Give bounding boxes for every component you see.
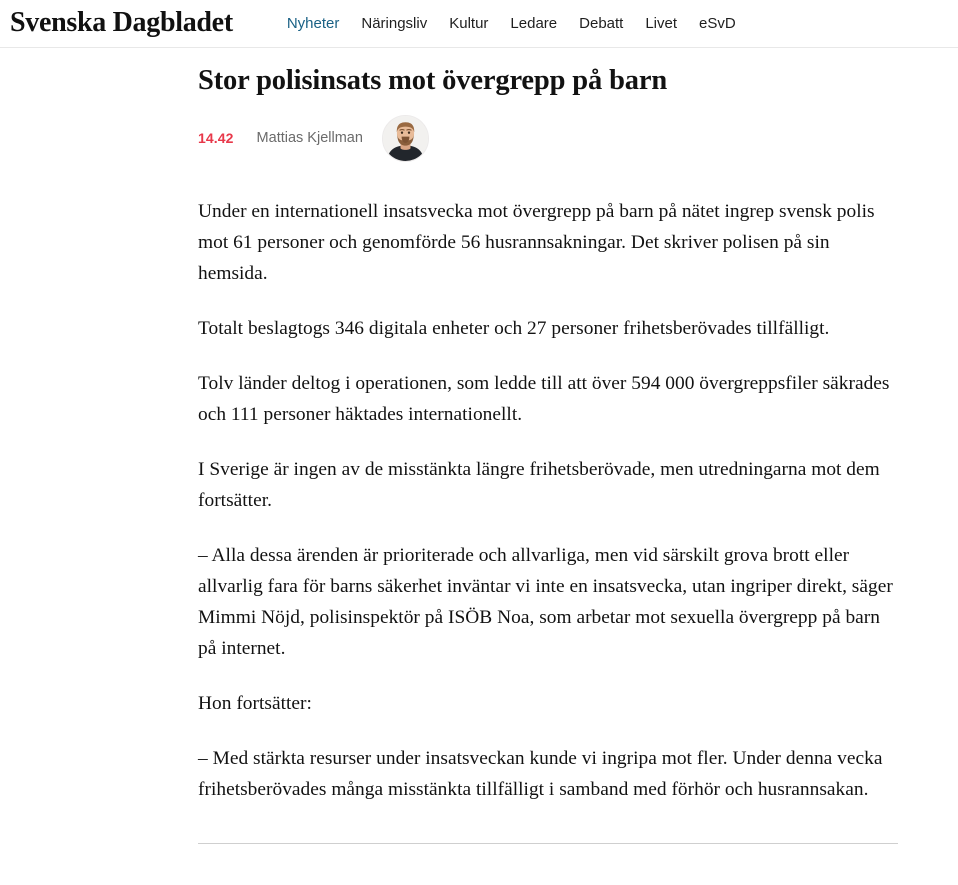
article-paragraph: – Alla dessa ärenden är prioriterade och allvarliga, men vid särskilt grova brott eller allvarlig fara för barns säkerhet inväntar vi inte en insatsvecka, utan ingriper direkt, säger Mimmi Nöjd, polisinspektör på ISÖB Noa, som arbetar mot sexuella övergrepp på barn på internet. <box>198 545 893 659</box>
nav-item-ledare[interactable]: Ledare <box>510 15 558 32</box>
nav-item-livet[interactable]: Livet <box>645 15 678 32</box>
article-divider <box>198 843 898 844</box>
article <box>0 48 958 844</box>
avatar-portrait-icon <box>383 116 428 161</box>
nav-item-kultur[interactable]: Kultur <box>449 15 489 32</box>
nav-item-nyheter[interactable]: Nyheter <box>286 15 340 32</box>
site-logo[interactable]: Svenska Dagbladet <box>10 7 233 38</box>
article-paragraph: – Med stärkta resurser under insatsveckan kunde vi ingripa mot fler. Under denna vecka frihetsberövades många misstänkta tillfälligt i samband med förhör och husrannsakan. <box>198 748 883 800</box>
article-body <box>198 196 900 805</box>
nav-item-debatt[interactable]: Debatt <box>579 15 624 32</box>
byline <box>198 108 900 168</box>
article-paragraph: Under en internationell insatsvecka mot övergrepp på barn på nätet ingrep svensk polis mot 61 personer och genomförde 56 husrannsakningar. Det skriver polisen på sin hemsida. <box>198 201 875 284</box>
site-header <box>0 0 958 48</box>
nav-item-esvd[interactable]: eSvD <box>699 15 736 32</box>
nav-item-naringsliv[interactable]: Näringsliv <box>361 15 428 32</box>
article-paragraph: I Sverige är ingen av de misstänkta längre frihetsberövade, men utredningarna mot dem fortsätter. <box>198 459 880 511</box>
article-paragraph: Tolv länder deltog i operationen, som ledde till att över 594 000 övergreppsfiler säkrades och 111 personer häktades internationellt. <box>198 373 890 425</box>
article-paragraph: Totalt beslagtogs 346 digitala enheter och 27 personer frihetsberövades tillfälligt. <box>198 318 830 339</box>
page-title: Stor polisinsats mot övergrepp på barn <box>198 65 668 96</box>
author-name[interactable]: Mattias Kjellman <box>256 130 363 146</box>
publish-timestamp: 14.42 <box>198 130 234 146</box>
avatar <box>382 115 429 162</box>
main-navigation <box>287 16 736 31</box>
article-paragraph: Hon fortsätter: <box>198 693 312 714</box>
